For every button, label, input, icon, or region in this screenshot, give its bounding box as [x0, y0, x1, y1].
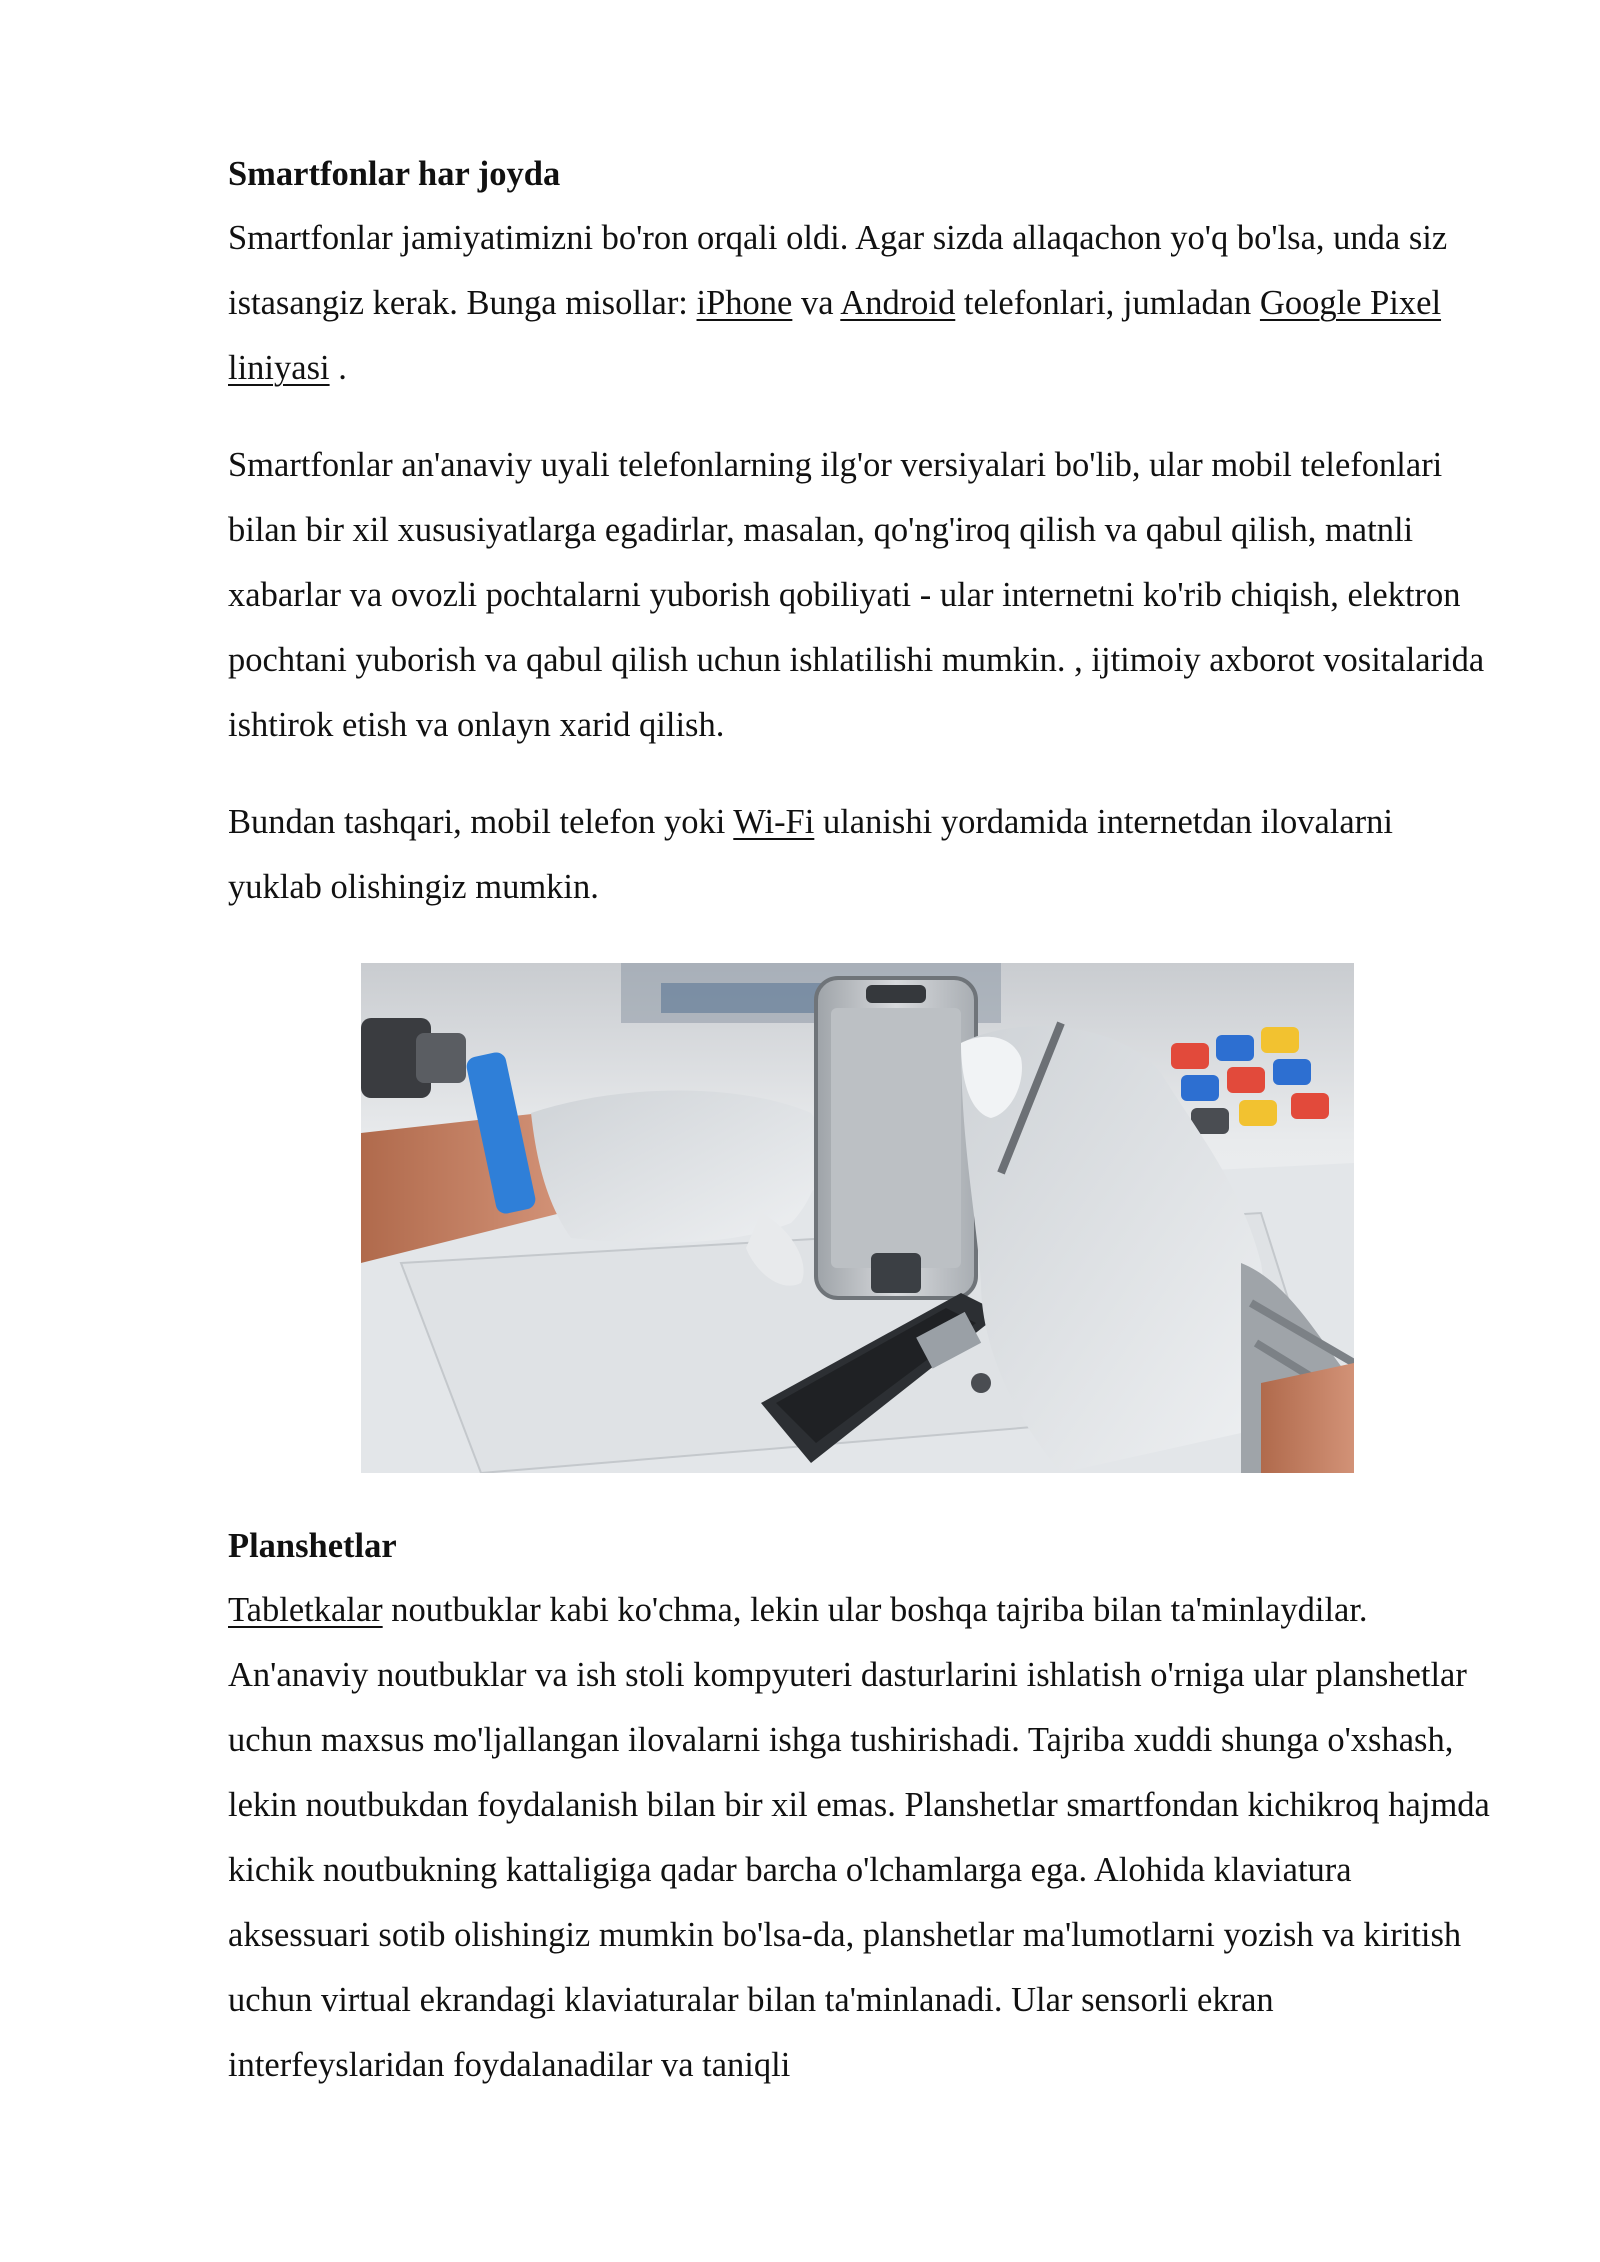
link-tablets[interactable]: Tabletkalar [228, 1591, 383, 1629]
section-heading-tablets: Planshetlar [228, 1527, 397, 1565]
paragraph-apps: Bundan tashqari, mobil telefon yoki Wi-Fi ulanishi yordamida internetdan ilovalarni yuklab olishingiz mumkin. [228, 803, 1393, 906]
link-wifi[interactable]: Wi-Fi [733, 803, 815, 841]
phone-repair-illustration [361, 963, 1354, 1473]
section-heading-smartphones: Smartfonlar har joyda [228, 155, 561, 193]
paragraph-intro: Smartfonlar jamiyatimizni bo'ron orqali oldi. Agar sizda allaqachon yo'q bo'lsa, unda siz istasangiz kerak. Bunga misollar: iPhone va Android telefonlari, jumladan Google Pixel liniyasi . [228, 219, 1448, 387]
paragraph-features: Smartfonlar an'anaviy uyali telefonlarning ilg'or versiyalari bo'lib, ular mobil telefonlari bilan bir xil xususiyatlarga egadirlar, masalan, qo'ng'iroq qilish va qabul qilish, matnli xabarlar va ovozli pochtalarni yuborish qobiliyati - ular internetni ko'rib chiqish, elektron pochtani yuborish va qabul qilish uchun ishlatilishi mumkin. , ijtimoiy axborot vositalarida ishtirok etish va onlayn xarid qilish. [228, 446, 1485, 744]
link-iphone[interactable]: iPhone [696, 284, 793, 322]
link-google-pixel[interactable]: Google Pixel liniyasi [228, 284, 1442, 387]
section-smartphones [228, 148, 1488, 920]
paragraph-tablets: Tabletkalar noutbuklar kabi ko'chma, lekin ular boshqa tajriba bilan ta'minlaydilar. An'anaviy noutbuklar va ish stoli kompyuteri dasturlarini ishlatish o'rniga ular planshetlar uchun maxsus mo'ljallangan ilovalarni ishga tushirishadi. Tajriba xuddi shunga o'xshash, lekin noutbukdan foydalanish bilan bir xil emas. Planshetlar smartfondan kichikroq hajmda kichik noutbukning kattaligiga qadar barcha o'lchamlarga ega. Alohida klaviatura aksessuari sotib olishingiz mumkin bo'lsa-da, planshetlar ma'lumotlarni yozish va kiritish uchun virtual ekrandagi klaviaturalar bilan ta'minlanadi. Ular sensorli ekran interfeyslaridan foydalanadilar va taniqli [228, 1591, 1490, 2084]
section-tablets [228, 1520, 1498, 2098]
link-android[interactable]: Android [840, 284, 956, 322]
phone-repair-photo [361, 963, 1354, 1473]
